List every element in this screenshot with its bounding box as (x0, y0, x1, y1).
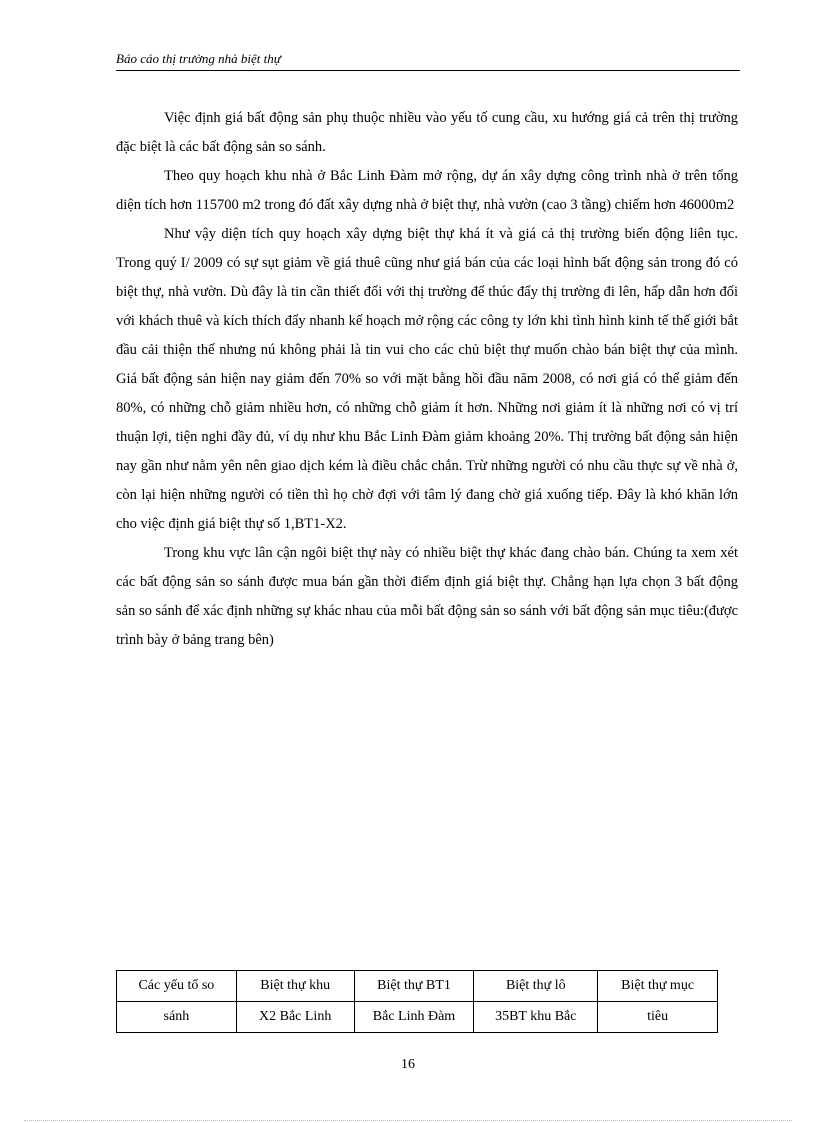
paragraph: Việc định giá bất động sản phụ thuộc nhiều vào yếu tố cung cầu, xu hướng giá cả trên thị trường đặc biệt là các bất động sản so sánh. (116, 110, 738, 155)
table-cell: Các yếu tố so (117, 971, 237, 1002)
body-text (116, 104, 738, 655)
table-cell: 35BT khu Bắc (474, 1002, 598, 1033)
page-bottom-divider (24, 1120, 792, 1121)
paragraph: Theo quy hoạch khu nhà ở Bắc Linh Đàm mở rộng, dự án xây dựng công trình nhà ở trên tổng diện tích hơn 115700 m2 trong đó đất xây dựng nhà ở biệt thự, nhà vườn (cao 3 tầng) chiếm hơn 46000m2 (116, 168, 738, 213)
table-cell: Biệt thự BT1 (354, 971, 474, 1002)
comparison-table (116, 970, 718, 1033)
table-row (117, 1002, 718, 1033)
page-header (116, 50, 740, 71)
paragraph: Trong khu vực lân cận ngôi biệt thự này có nhiều biệt thự khác đang chào bán. Chúng ta xem xét các bất động sản so sánh được mua bán gần thời điểm định giá biệt thự. Chẳng hạn lựa chọn 3 bất động sản so sánh để xác định những sự khác nhau của mỗi bất động sản so sánh với bất động sản mục tiêu:(được trình bày ở bảng trang bên) (116, 545, 739, 648)
table-cell: X2 Bắc Linh (236, 1002, 354, 1033)
table-row (117, 971, 718, 1002)
paragraph: Như vậy diện tích quy hoạch xây dựng biệt thự khá ít và giá cả thị trường biến động liên tục. Trong quý I/ 2009 có sự sụt giảm về giá thuê cũng như giá bán của các loại hình bất động sản trong đó có biệt thự, nhà vườn. Dù đây là tin cần thiết đối với thị trường để thúc đẩy thị trường đi lên, hấp dẫn hơn đối với khách thuê và kích thích đẩy nhanh kế hoạch mở rộng các công ty lớn khi tình hình kinh tế thế giới bắt đầu cải thiện thế nhưng nú không phải là tin vui cho các chủ biệt thự muốn chào bán biệt thự của mình. Giá bất động sản hiện nay giảm đến 70% so với mặt bằng hồi đầu năm 2008, có nơi giá có thể giảm đến 80%, có những chỗ giảm nhiều hơn, có những chỗ giảm ít hơn. Những nơi giảm ít là những nơi có vị trí thuận lợi, tiện nghi đầy đủ, ví dụ như khu Bắc Linh Đàm giảm khoảng 20%. Thị trường bất động sản hiện nay gần như nằm yên nên giao dịch kém là điều chắc chắn. Trừ những người có nhu cầu thực sự về nhà ở, còn lại hiện những người có tiền thì họ chờ đợi với tâm lý đang chờ giá xuống tiếp. Đây là khó khăn lớn cho việc định giá biệt thự số 1,BT1-X2. (116, 226, 738, 532)
table-cell: Bắc Linh Đàm (354, 1002, 474, 1033)
table-cell: tiêu (598, 1002, 718, 1033)
header-title: Báo cáo thị trường nhà biệt thự (116, 51, 281, 66)
table-cell: Biệt thự mục (598, 971, 718, 1002)
table-cell: Biệt thự khu (236, 971, 354, 1002)
table-cell: Biệt thự lô (474, 971, 598, 1002)
page-number: 16 (401, 1057, 415, 1072)
table-cell: sánh (117, 1002, 237, 1033)
